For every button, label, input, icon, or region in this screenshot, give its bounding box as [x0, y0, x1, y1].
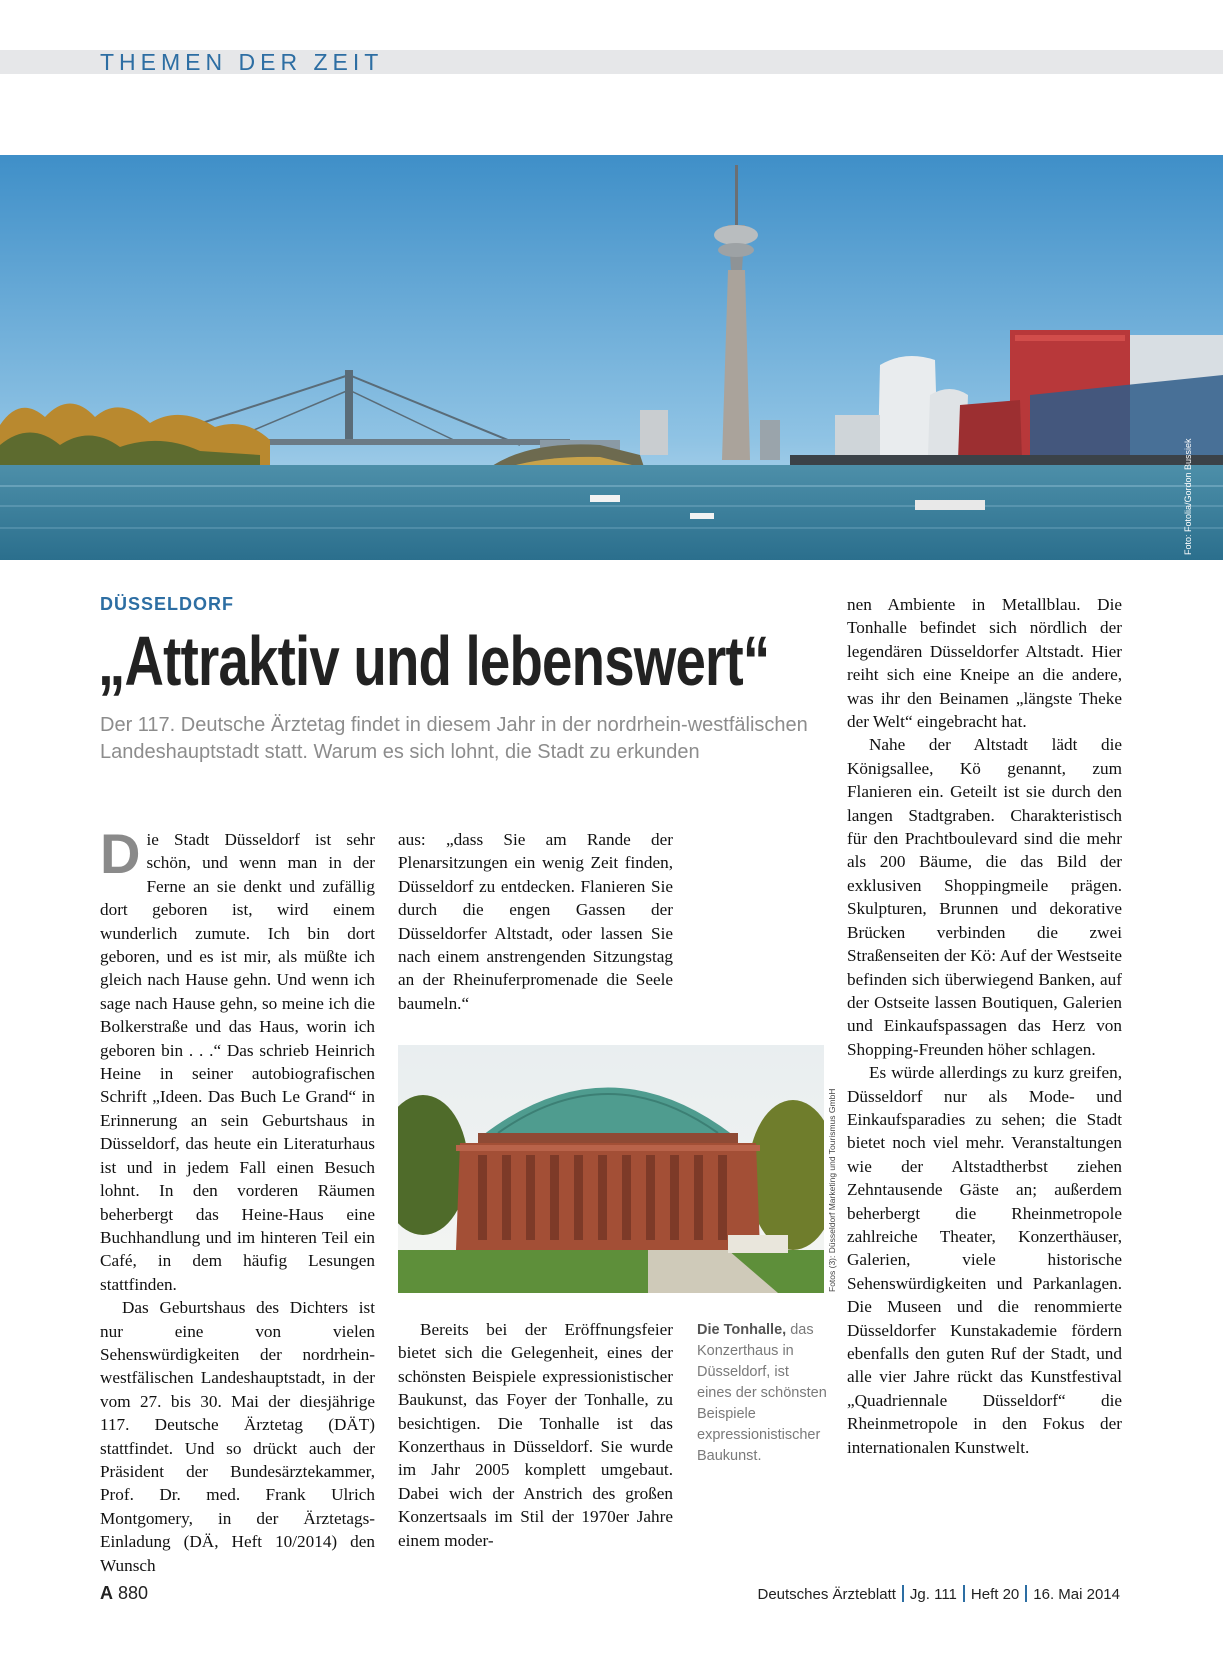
body-column-2-top [398, 828, 673, 1015]
paragraph-text: ie Stadt Düsseldorf ist sehr schön, und wenn man in der Ferne an sie denkt und zufällig dort geboren ist, wird einem wunderlich zumute. Ich bin dort geboren, und es ist mir, als müßte ich gleich nach Hause gehn. Und wenn ich sage nach Hause gehn, so meine ich die Bolkerstraße und das Haus, worin ich geboren bin . . .“ Das schrieb Heinrich Heine in seiner autobiografischen Schrift „Ideen. Das Buch Le Grand“ in Erinnerung an sein Geburtshaus in Düsseldorf, das heute ein Literaturhaus ist und in jedem Fall einen Besuch lohnt. In den vorderen Räumen beherbergt das Heine-Haus eine Buchhandlung und im hinteren Teil ein Café, in dem häufig Lesungen stattfinden. [100, 830, 375, 1294]
footer-separator [963, 1585, 965, 1602]
body-paragraph: Das Geburtshaus des Dichters ist nur eine von vielen Sehenswürdigkeiten der nordrhein-westfälischen Landeshauptstadt, in der vom 27. bis 30. Mai der diesjährige 117. Deutsche Ärztetag (DÄT) stattfindet. Und so drückt auch der Präsident der Bundesärztekammer, Prof. Dr. med. Frank Ulrich Montgomery, in der Ärztetags-Einladung (DÄ, Heft 10/2014) den Wunsch [100, 1298, 375, 1575]
body-paragraph [100, 822, 375, 1296]
body-paragraph: nen Ambiente in Metallblau. Die Tonhalle befindet sich nördlich der legendären Düsseldorfer Altstadt. Hier reiht sich eine Kneipe an die andere, was ihr den Beinamen „längste Theke der Welt“ eingebracht hat. [847, 595, 1122, 732]
body-paragraph: Bereits bei der Eröffnungsfeier bietet sich die Gelegenheit, eines der schönsten Beispiele expressionistischer Baukunst, das Foyer der Tonhalle, zu besichtigen. Die Tonhalle ist das Konzerthaus in Düsseldorf. Sie wurde im Jahr 2005 komplett umgebaut. Dabei wich der Anstrich des großen Konzertsaals im Stil der 1970er Jahre einem moder- [398, 1320, 673, 1550]
body-paragraph: aus: „dass Sie am Rande der Plenarsitzungen ein wenig Zeit finden, Düsseldorf zu entdecken. Flanieren Sie durch die engen Gassen der Düsseldorfer Altstadt, oder lassen Sie nach einem anstrengenden Sitzungstag an der Rheinuferpromenade die Seele baumeln.“ [398, 830, 673, 1013]
footer-publication-info [758, 1585, 1121, 1603]
body-paragraph: Es würde allerdings zu kurz greifen, Düsseldorf nur als Mode- und Einkaufsparadies zu sehen; die Stadt bietet noch viel mehr. Veranstaltungen wie der Altstadtherbst ziehen Zehntausende Gäste an; außerdem beherbergt die Rheinmetropole zahlreiche Theater, Konzerthäuser, Galerien, viele historische Sehenswürdigkeiten und Parkanlagen. Die Museen und die renommierte Düsseldorfer Kunstakademie fördern ebenfalls den guten Ruf der Stadt, und alle vier Jahre rückt das Kunstfestival „Quadriennale Düsseldorf“ die Rheinmetropole in den Fokus der internationalen Kunstwelt. [847, 1063, 1122, 1457]
page-number-value: 880 [118, 1583, 149, 1603]
body-column-3 [847, 593, 1122, 1459]
footer-separator [902, 1585, 904, 1602]
footer-issue: Heft 20 [970, 1586, 1020, 1603]
article-headline: „Attraktiv und lebenswert“ [98, 622, 770, 700]
footer-date: 16. Mai 2014 [1033, 1586, 1120, 1603]
caption-lead: Die Tonhalle, [697, 1322, 787, 1338]
section-label: THEMEN DER ZEIT [100, 49, 384, 75]
page-prefix: A [100, 1583, 113, 1603]
footer-journal: Deutsches Ärzteblatt [757, 1586, 896, 1603]
body-paragraph: Nahe der Altstadt lädt die Königsallee, Kö genannt, zum Flanieren ein. Geteilt ist sie durch den langen Stadtgraben. Charakteristisch für den Prachtboulevard sind die mehr als 200 Bäume, die das Bild der exklusiven Shoppingmeile prägen. Skulpturen, Brunnen und dekorative Brücken verbinden die zwei Straßenseiten der Kö: Auf der Westseite befinden sich überwiegend Banken, auf der Ostseite lassen Boutiquen, Galerien und Einkaufspassagen das Herz von Shopping-Freunden höher schlagen. [847, 735, 1122, 1059]
hero-photo-credit: Foto: Fotolia/Gordon Bussiek [1183, 438, 1193, 555]
hero-photo [0, 155, 1223, 560]
caption-text: das Konzerthaus in Düsseldorf, ist eines der schönsten Beispiele expressionistischer Baukunst. [697, 1322, 827, 1464]
body-column-2-bottom [398, 1318, 673, 1552]
footer-volume: Jg. 111 [909, 1586, 957, 1603]
figure-caption [697, 1320, 827, 1467]
body-column-1 [100, 822, 375, 1577]
article-kicker: DÜSSELDORF [100, 594, 235, 614]
tonhalle-photo [398, 1045, 824, 1293]
drop-cap: D [100, 822, 141, 885]
footer-separator [1025, 1585, 1027, 1602]
page-number [100, 1583, 148, 1604]
tonhalle-photo-credit: Fotos (3): Düsseldorf Marketing und Tourismus GmbH [827, 1088, 837, 1292]
article-subhead: Der 117. Deutsche Ärztetag findet in diesem Jahr in der nordrhein-westfälischen Landeshauptstadt statt. Warum es sich lohnt, die Stadt zu erkunden [100, 714, 808, 763]
